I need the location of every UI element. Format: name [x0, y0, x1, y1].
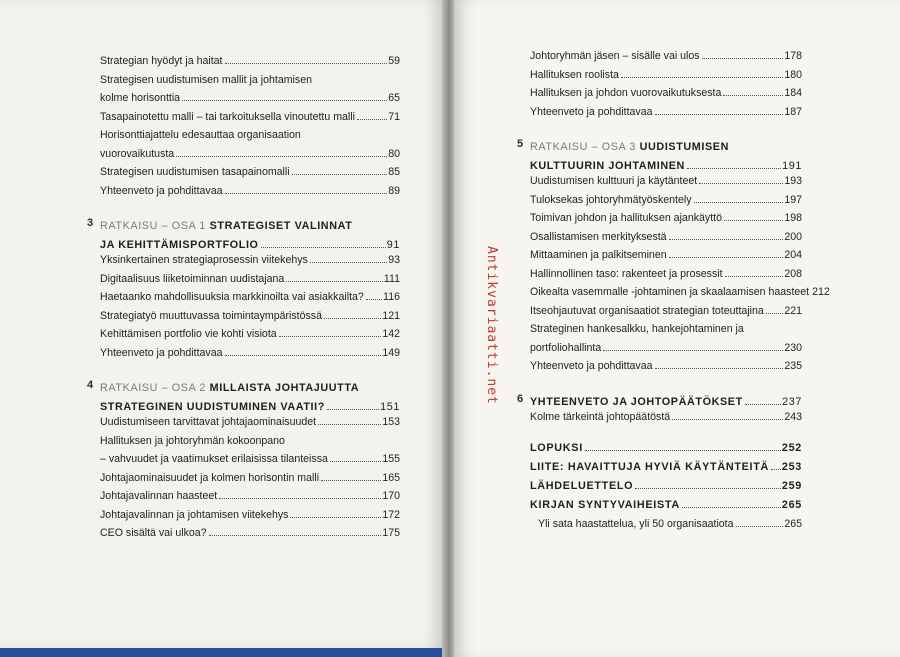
entry-page: 184: [784, 87, 802, 99]
entry-title: LIITE: HAVAITTUJA HYVIÄ KÄYTÄNTEITÄ: [530, 460, 770, 473]
toc-entry: [530, 499, 802, 518]
entry-title: Yksinkertainen strategiaprosessin viitekehys: [100, 254, 308, 266]
entry-page: 243: [784, 411, 802, 423]
toc-entry: [530, 87, 802, 106]
entry-page: 89: [388, 184, 400, 197]
toc-left: [87, 55, 400, 546]
back-matter: [530, 442, 802, 537]
entry-page: 265: [784, 517, 802, 530]
entry-page: 149: [382, 346, 400, 359]
chapter-title-row: [530, 157, 802, 176]
toc-entry: [100, 55, 400, 74]
entry-title: Haetaanko mahdollisuuksia markkinoilta vai asiakkailta?: [100, 291, 364, 303]
entry-page: 200: [784, 230, 802, 243]
entry-title: Yhteenveto ja pohdittavaa: [100, 184, 223, 197]
entry-page: 170: [382, 490, 400, 502]
entry-title: kolme horisonttia: [100, 92, 181, 104]
toc-entry: [100, 416, 400, 435]
entry-page: 259: [781, 479, 802, 492]
entry-page: 172: [382, 508, 400, 521]
toc-entry: [100, 472, 400, 491]
entry-page: 253: [781, 460, 802, 473]
entry-title: Yhteenveto ja pohdittavaa: [100, 346, 223, 359]
toc-entry: [100, 509, 400, 528]
entry-page: 197: [784, 193, 802, 206]
entry-page: 85: [388, 166, 400, 178]
entry-title: Uudistumisen kulttuuri ja käytänteet: [530, 175, 698, 187]
chapter-title-line2: KULTTUURIN JOHTAMINEN: [530, 159, 685, 172]
entry-page: 198: [784, 212, 802, 224]
toc-entry: [530, 305, 802, 324]
entry-title: – vahvuudet ja vaatimukset erilaisissa tilanteissa: [100, 453, 328, 465]
chapter-5: [517, 138, 830, 379]
toc-entry: [100, 111, 400, 130]
entry-title: Tuloksekas johtoryhmätyöskentely: [530, 193, 692, 206]
entry-page: 93: [388, 254, 400, 266]
toc-entry: [100, 273, 400, 292]
toc-entry: [100, 148, 400, 167]
entry-page: 59: [388, 55, 400, 67]
entry-title: Kehittämisen portfolio vie kohti visiota: [100, 328, 277, 340]
toc-entry: [100, 291, 400, 310]
chapter-number: 5: [517, 138, 524, 150]
entry-page: 153: [382, 416, 400, 428]
entry-title: Uudistumiseen tarvittavat johtajaominaisuudet: [100, 416, 317, 428]
toc-entry: [530, 249, 802, 268]
chapter-number: 4: [87, 379, 94, 391]
toc-entry: [530, 461, 802, 480]
entry-page: 71: [388, 110, 400, 123]
chapter-title-line2: STRATEGINEN UUDISTUMINEN VAATII?: [100, 400, 325, 413]
entry-title: Strategisen uudistumisen tasapainomalli: [100, 166, 290, 178]
entry-page: 252: [781, 441, 802, 454]
entry-page: 235: [784, 360, 802, 372]
entry-page: 178: [784, 50, 802, 62]
toc-entry: [530, 194, 802, 213]
chapter-label: RATKAISU – OSA 1: [100, 220, 207, 232]
entry-title: Johtajaominaisuudet ja kolmen horisontin malli: [100, 471, 320, 484]
toc-entry: [100, 347, 400, 366]
toc-entry: [100, 166, 400, 185]
entry-title: KIRJAN SYNTYVAIHEISTA: [530, 498, 680, 511]
chapter-heading: [100, 217, 400, 236]
entry-title: Yhteenveto ja pohdittavaa: [530, 105, 653, 118]
entry-title: portfoliohallinta: [530, 341, 602, 354]
toc-entry: [530, 231, 802, 250]
entry-title: Strategiatyö muuttuvassa toimintaympäristössä: [100, 309, 322, 322]
entry-title: Osallistamisen merkityksestä: [530, 230, 667, 243]
chapter-title-line1: MILLAISTA JOHTAJUUTTA: [209, 382, 360, 394]
chapter-6: [517, 392, 802, 430]
entry-page: 142: [382, 328, 400, 340]
toc-entry: [530, 268, 802, 287]
toc-entry: [100, 129, 400, 148]
entry-title: vuorovaikutusta: [100, 147, 175, 160]
toc-entry: [530, 50, 802, 69]
chapter-number: 3: [87, 217, 94, 229]
entry-page: 221: [784, 304, 802, 317]
entry-page: 230: [784, 341, 802, 354]
entry-title: Hallinnollinen taso: rakenteet ja prosessit: [530, 267, 723, 280]
toc-entry: [100, 92, 400, 111]
entry-title: Hallituksen ja johdon vuorovaikutuksesta: [530, 87, 722, 99]
chapter-heading: [530, 138, 802, 157]
toc-entry: [530, 442, 802, 461]
entry-title: LOPUKSI: [530, 441, 583, 454]
entry-title: Johtajavalinnan ja johtamisen viitekehys: [100, 508, 289, 521]
toc-entry: [100, 527, 400, 546]
entry-page: 175: [382, 527, 400, 539]
chapter-page: 91: [386, 238, 400, 251]
toc-entry: [530, 480, 802, 499]
entry-page: 187: [784, 105, 802, 118]
chapter-heading: [100, 379, 400, 398]
chapter-number: 6: [517, 392, 524, 405]
entry-page: 212: [812, 286, 830, 298]
toc-entry: [100, 453, 400, 472]
entry-page: 65: [388, 92, 400, 104]
toc-entry: [100, 435, 400, 454]
entry-page: 80: [388, 147, 400, 160]
entry-page: 193: [784, 175, 802, 187]
entry-title: Yli sata haastattelua, yli 50 organisaatiota: [538, 517, 734, 530]
back-sub-entry: [530, 518, 802, 537]
right-page: [454, 0, 900, 657]
entry-title: CEO sisältä vai ulkoa?: [100, 527, 207, 539]
entry-page: 265: [781, 498, 802, 511]
entry-title: Digitaalisuus liiketoiminnan uudistajana: [100, 272, 285, 285]
entry-page: 204: [784, 249, 802, 261]
entry-title: Kolme tärkeintä johtopäätöstä: [530, 411, 671, 423]
toc-entry: [100, 74, 400, 93]
entry-title: Mittaaminen ja palkitseminen: [530, 249, 667, 261]
entry-page: 116: [383, 291, 400, 303]
toc-entry: [530, 411, 802, 430]
entry-title: Strategian hyödyt ja haitat: [100, 55, 223, 67]
toc-entry: [530, 69, 802, 88]
chapter-4: [87, 379, 400, 546]
toc-entry: [530, 212, 802, 231]
chapter-title-line1: YHTEENVETO JA JOHTOPÄÄTÖKSET: [530, 395, 743, 408]
entry-page: 208: [784, 267, 802, 280]
entry-page: 121: [382, 309, 400, 322]
chapter-title-line1: UUDISTUMISEN: [639, 141, 730, 153]
entry-title: Strateginen hankesalkku, hankejohtaminen ja: [530, 323, 744, 335]
entry-title: Itseohjautuvat organisaatiot strategian toteuttajina: [530, 304, 764, 317]
chapter-title-line2: JA KEHITTÄMISPORTFOLIO: [100, 238, 259, 251]
entry-title: Yhteenveto ja pohdittavaa: [530, 360, 653, 372]
entry-page: 180: [784, 68, 802, 81]
chapter-title-row: [100, 236, 400, 255]
left-page: [0, 0, 444, 648]
watermark: Antikvariaatti.net: [484, 246, 499, 405]
toc-entry: [100, 490, 400, 509]
entry-page: 111: [383, 272, 400, 285]
toc-entry: [100, 310, 400, 329]
chapter-page: 191: [782, 159, 802, 172]
chapter-page: 237: [782, 395, 802, 408]
chapter-label: RATKAISU – OSA 2: [100, 382, 207, 394]
entry-title: Toimivan johdon ja hallituksen ajankäyttö: [530, 212, 722, 224]
chapter-title-line1: STRATEGISET VALINNAT: [209, 220, 353, 232]
chapter-label: RATKAISU – OSA 3: [530, 141, 637, 153]
chapter-title-row: [530, 393, 802, 412]
entry-title: Hallituksen roolista: [530, 68, 619, 81]
entry-title: Tasapainotettu malli – tai tarkoituksella vinoutettu malli: [100, 110, 355, 123]
chapter-3: [87, 217, 400, 365]
entry-title: Johtajavalinnan haasteet: [100, 490, 218, 502]
entry-page: 165: [382, 471, 400, 484]
toc-entry: [100, 328, 400, 347]
entry-page: 155: [382, 453, 400, 465]
toc-entry: [530, 360, 802, 379]
entry-title: Johtoryhmän jäsen – sisälle vai ulos: [530, 50, 700, 62]
entry-title: Oikealta vasemmalle -johtaminen ja skaalaamisen haasteet: [530, 286, 810, 298]
toc-entry: [530, 342, 802, 361]
toc-right: [517, 50, 830, 536]
entry-title: Hallituksen ja johtoryhmän kokoonpano: [100, 434, 285, 447]
toc-entry: [100, 254, 400, 273]
entry-title: Strategisen uudistumisen mallit ja johtamisen: [100, 73, 312, 86]
toc-entry: [530, 286, 830, 305]
chapter-title-row: [100, 398, 400, 417]
toc-entry: [100, 185, 400, 204]
chapter-page: 151: [380, 400, 400, 413]
entry-title: Horisonttiajattelu edesauttaa organisaation: [100, 129, 301, 141]
toc-entry: [530, 175, 802, 194]
toc-entry: [530, 106, 802, 125]
entry-title: LÄHDELUETTELO: [530, 479, 634, 492]
toc-entry: [530, 323, 802, 342]
